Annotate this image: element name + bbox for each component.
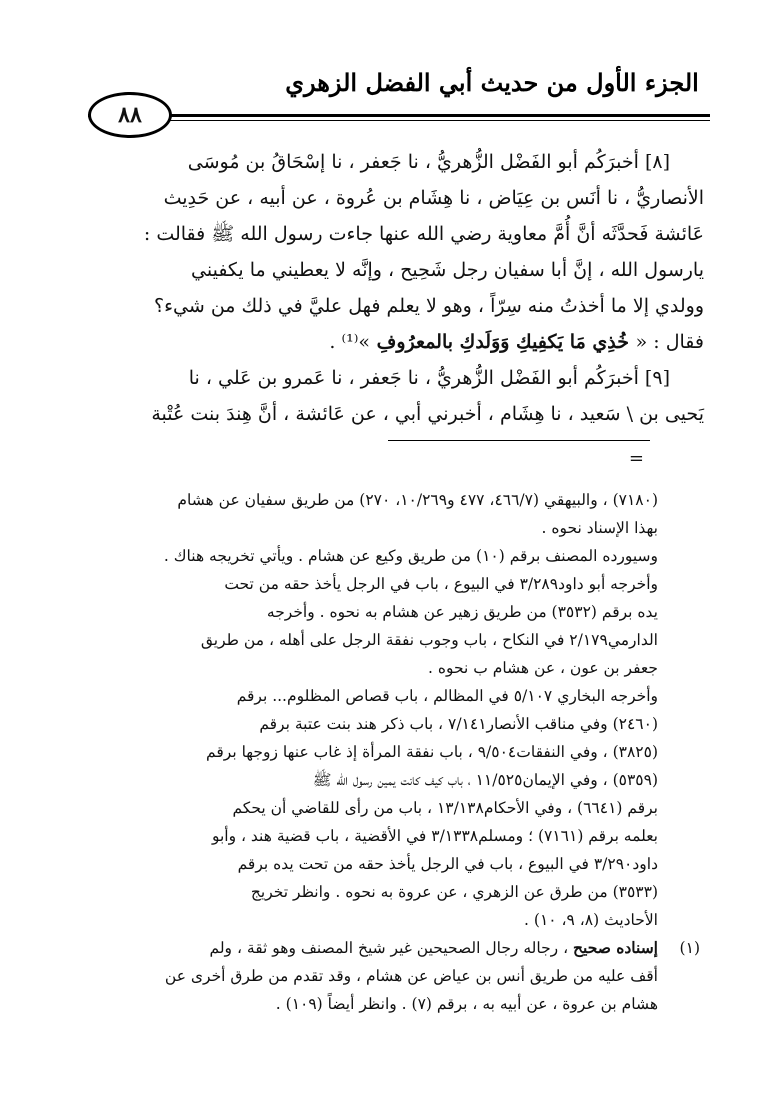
footnote-line: أقف عليه من طريق أنس بن عياض عن هشام ، وقد تقدم من طرق أخرى عن xyxy=(164,967,658,985)
footnote-text: ، رجاله رجال الصحيحين غير شيخ المصنف وهو ثقة ، ولم xyxy=(209,939,574,957)
footnote-continuation-marker: = xyxy=(628,448,644,469)
footnote-line: وأخرجه البخاري ٥/١٠٧ في المظالم ، باب قصاص المظلوم... برقم xyxy=(236,687,658,705)
footnotes xyxy=(105,486,700,1018)
footnote-line: داود٣/٢٩٠ في البيوع ، باب في الرجل يأخذ حقه من تحت يده برقم xyxy=(237,855,658,873)
running-header-title: الجزء الأول من حديث أبي الفضل الزهري xyxy=(285,68,699,97)
footnote-line: وسيورده المصنف برقم (١٠) من طريق وكيع عن هشام . ويأتي تخريجه هناك . xyxy=(163,547,658,565)
main-text xyxy=(60,144,704,432)
hadith-8-line: عَائشة فَحدَّثَه أنَّ أُمَّ معاوية رضي الله عنها جاءت رسول الله ﷺ فقالت : xyxy=(143,223,704,245)
footnote-separator xyxy=(388,440,650,441)
page-number: ٨٨ xyxy=(88,92,172,138)
footnote-line: هشام بن عروة ، عن أبيه به ، برقم (٧) . وانظر أيضاً (١٠٩) . xyxy=(275,995,658,1013)
prophetic-quote: خُذِي مَا يَكفِيكِ وَوَلَدكِ بالمعرُوفِ xyxy=(370,331,636,353)
footnote-line: (٣٥٣٣) من طرق عن الزهري ، عن عروة به نحوه . وانظر تخريج xyxy=(250,883,658,901)
footnote-line xyxy=(105,934,658,962)
hadith-8-final-line xyxy=(60,324,704,360)
isnad-grade: إسناده صحيح xyxy=(573,938,658,957)
header-rule xyxy=(88,114,710,117)
footnote-line: الدارمي٢/١٧٩ في النكاح ، باب وجوب نفقة الرجل على أهله ، من طريق xyxy=(200,631,658,649)
footnote-line: جعفر بن عون ، عن هشام ب نحوه . xyxy=(428,659,658,677)
footnote-line: وأخرجه أبو داود٣/٢٨٩ في البيوع ، باب في الرجل يأخذ حقه من تحت xyxy=(224,575,658,593)
header-rule-thin xyxy=(170,120,710,121)
hadith-8-line: [٨] أخبرَكُم أبو الفَضْل الزُّهريُّ ، نا جَعفر ، نا إسْحَاقُ بن مُوسَى xyxy=(187,151,670,173)
hadith-8-line: الأنصاريُّ ، نا أنَس بن عِيَاض ، نا هِشَام بن عُروة ، عن أبيه ، عن حَدِيث xyxy=(163,187,704,209)
footnote-line: (٢٤٦٠) وفي مناقب الأنصار٧/١٤١ ، باب ذكر هند بنت عتبة برقم xyxy=(259,715,658,733)
footnote-number: (١) xyxy=(679,939,700,957)
quote-suffix: »⁽¹⁾ . xyxy=(329,331,371,353)
hadith-9-line: يَحيى بن \ سَعيد ، نا هِشَام ، أخبرني أبي ، عن عَائشة ، أنَّ هِندَ بنت عُتْبة xyxy=(151,403,704,425)
footnote-line: (٧١٨٠) ، والبيهقي (٤٦٦/٧، ٤٧٧ و١٠/٢٦٩، ٢٧٠) من طريق سفيان عن هشام xyxy=(177,491,658,509)
quote-prefix: فقال : « xyxy=(635,331,704,353)
footnote-line: يده برقم (٣٥٣٢) من طريق زهير عن هشام به نحوه . وأخرجه xyxy=(266,603,658,621)
footnote-line: الأحاديث (٨، ٩، ١٠) . xyxy=(524,911,658,929)
hadith-9-line: [٩] أخبرَكُم أبو الفَضْل الزُّهريُّ ، نا جَعفر ، نا عَمرو بن عَلي ، نا xyxy=(188,367,670,389)
footnote-line: بعلمه برقم (٧١٦١) ؛ ومسلم٣/١٣٣٨ في الأقضية ، باب قضية هند ، وأبو xyxy=(211,827,658,845)
hadith-8-line: يارسول الله ، إنَّ أبا سفيان رجل شَحِيح ، وإنَّه لا يعطيني ما يكفيني xyxy=(191,259,704,281)
footnote-1 xyxy=(105,934,700,1018)
footnote-line: (٥٣٥٩) ، وفي الإيمان١١/٥٢٥ ، باب كيف كانت يمين رسول الله ﷺ xyxy=(312,771,658,789)
footnote-line: بهذا الإسناد نحوه . xyxy=(541,519,658,537)
hadith-8-line: وولدي إلا ما أخذتُ منه سِرّاً ، وهو لا يعلم فهل عليَّ في ذلك من شيء؟ xyxy=(154,295,704,317)
footnote-line: (٣٨٢٥) ، وفي النفقات٩/٥٠٤ ، باب نفقة المرأة إذ غاب عنها زوجها برقم xyxy=(206,743,658,761)
footnote-line: برقم (٦٦٤١) ، وفي الأحكام١٣/١٣٨ ، باب من رأى للقاضي أن يحكم xyxy=(232,799,658,817)
